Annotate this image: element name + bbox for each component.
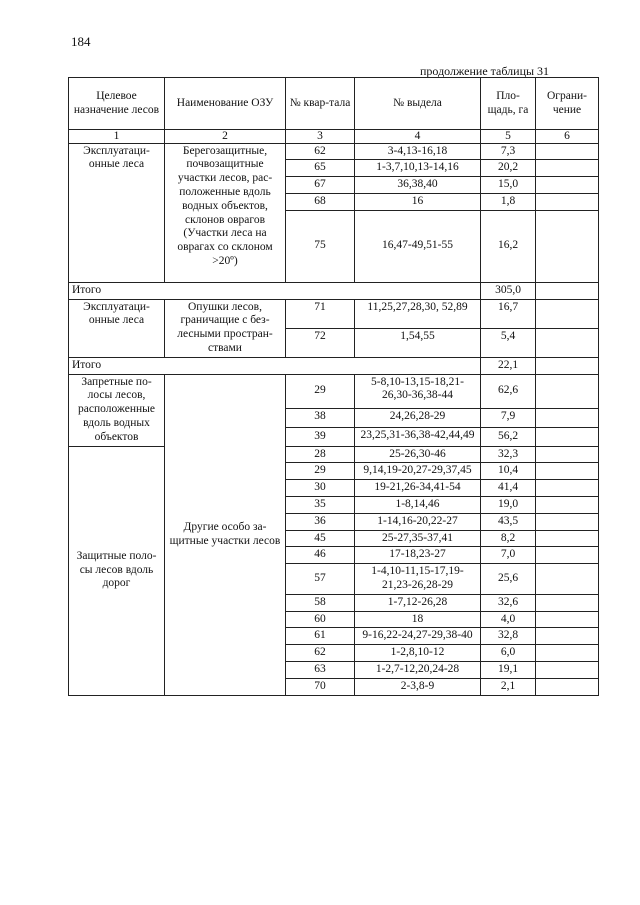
restriction-cell (536, 678, 599, 695)
area-cell: 20,2 (481, 160, 536, 177)
subtotal-area: 22,1 (481, 357, 536, 374)
plots-cell: 1-14,16-20,22-27 (355, 513, 481, 530)
ozu-cell: Берегозащитные, почвозащитные участки лесов, рас-положенные вдоль водных объектов, склонов оврагов (Участки леса на оврагах со склоном >20º) (165, 143, 286, 282)
restriction-cell (536, 661, 599, 678)
table-row (69, 299, 599, 328)
ozu-cell: Другие особо за-щитные участки лесов (165, 374, 286, 695)
ozu-table (68, 77, 599, 696)
plots-cell: 16 (355, 194, 481, 211)
area-cell: 41,4 (481, 480, 536, 497)
restriction-cell (536, 446, 599, 463)
quarter-cell: 75 (286, 210, 355, 282)
area-cell: 7,3 (481, 143, 536, 160)
quarter-cell: 67 (286, 177, 355, 194)
area-cell: 25,6 (481, 564, 536, 595)
area-cell: 7,9 (481, 408, 536, 427)
column-number: 3 (286, 130, 355, 144)
area-cell: 32,6 (481, 594, 536, 611)
table-row (69, 143, 599, 160)
quarter-cell: 46 (286, 547, 355, 564)
quarter-cell: 28 (286, 446, 355, 463)
plots-cell: 3-4,13-16,18 (355, 143, 481, 160)
quarter-cell: 35 (286, 496, 355, 513)
page-number: 184 (71, 34, 91, 49)
quarter-cell: 62 (286, 143, 355, 160)
header-purpose: Целевое назначение лесов (69, 78, 165, 130)
header-restriction: Ограни-чение (536, 78, 599, 130)
table-continuation-caption: продолжение таблицы 31 (420, 64, 550, 78)
area-cell: 1,8 (481, 194, 536, 211)
area-cell: 2,1 (481, 678, 536, 695)
area-cell: 19,1 (481, 661, 536, 678)
plots-cell: 1-7,12-26,28 (355, 594, 481, 611)
quarter-cell: 61 (286, 628, 355, 645)
area-cell: 8,2 (481, 530, 536, 547)
restriction-cell (536, 628, 599, 645)
column-number: 4 (355, 130, 481, 144)
plots-cell: 16,47-49,51-55 (355, 210, 481, 282)
plots-cell: 25-27,35-37,41 (355, 530, 481, 547)
plots-cell: 24,26,28-29 (355, 408, 481, 427)
header-quarter: № квар-тала (286, 78, 355, 130)
restriction-cell (536, 530, 599, 547)
plots-cell: 36,38,40 (355, 177, 481, 194)
plots-cell: 1,54,55 (355, 328, 481, 357)
plots-cell: 9,14,19-20,27-29,37,45 (355, 463, 481, 480)
area-cell: 56,2 (481, 427, 536, 446)
area-cell: 10,4 (481, 463, 536, 480)
quarter-cell: 30 (286, 480, 355, 497)
restriction-cell (536, 357, 599, 374)
area-cell: 7,0 (481, 547, 536, 564)
column-number-row (69, 130, 599, 144)
quarter-cell: 71 (286, 299, 355, 328)
area-cell: 15,0 (481, 177, 536, 194)
plots-cell: 5-8,10-13,15-18,21-26,30-36,38-44 (355, 374, 481, 408)
restriction-cell (536, 427, 599, 446)
table-row (69, 374, 599, 408)
plots-cell: 11,25,27,28,30, 52,89 (355, 299, 481, 328)
restriction-cell (536, 496, 599, 513)
restriction-cell (536, 177, 599, 194)
plots-cell: 19-21,26-34,41-54 (355, 480, 481, 497)
table-row (69, 446, 599, 463)
quarter-cell: 29 (286, 374, 355, 408)
restriction-cell (536, 408, 599, 427)
plots-cell: 1-2,7-12,20,24-28 (355, 661, 481, 678)
plots-cell: 1-8,14,46 (355, 496, 481, 513)
quarter-cell: 63 (286, 661, 355, 678)
restriction-cell (536, 594, 599, 611)
quarter-cell: 65 (286, 160, 355, 177)
header-area: Пло-щадь, га (481, 78, 536, 130)
plots-cell: 18 (355, 611, 481, 628)
area-cell: 32,8 (481, 628, 536, 645)
restriction-cell (536, 480, 599, 497)
restriction-cell (536, 299, 599, 328)
column-number: 2 (165, 130, 286, 144)
quarter-cell: 72 (286, 328, 355, 357)
plots-cell: 25-26,30-46 (355, 446, 481, 463)
quarter-cell: 39 (286, 427, 355, 446)
restriction-cell (536, 143, 599, 160)
restriction-cell (536, 513, 599, 530)
restriction-cell (536, 547, 599, 564)
purpose-cell: Запретные по-лосы лесов, расположенные вдоль водных объектов (69, 374, 165, 446)
plots-cell: 23,25,31-36,38-42,44,49 (355, 427, 481, 446)
plots-cell: 9-16,22-24,27-29,38-40 (355, 628, 481, 645)
quarter-cell: 45 (286, 530, 355, 547)
subtotal-row (69, 282, 599, 299)
purpose-cell: Защитные поло-сы лесов вдоль дорог (69, 446, 165, 695)
area-cell: 43,5 (481, 513, 536, 530)
purpose-cell: Эксплуатаци-онные леса (69, 299, 165, 357)
plots-cell: 1-2,8,10-12 (355, 645, 481, 662)
column-number: 6 (536, 130, 599, 144)
plots-cell: 17-18,23-27 (355, 547, 481, 564)
header-plot: № выдела (355, 78, 481, 130)
restriction-cell (536, 210, 599, 282)
quarter-cell: 29 (286, 463, 355, 480)
area-cell: 19,0 (481, 496, 536, 513)
quarter-cell: 58 (286, 594, 355, 611)
subtotal-row (69, 357, 599, 374)
area-cell: 62,6 (481, 374, 536, 408)
area-cell: 4,0 (481, 611, 536, 628)
column-number: 5 (481, 130, 536, 144)
area-cell: 6,0 (481, 645, 536, 662)
quarter-cell: 36 (286, 513, 355, 530)
restriction-cell (536, 328, 599, 357)
header-ozu-name: Наименование ОЗУ (165, 78, 286, 130)
quarter-cell: 38 (286, 408, 355, 427)
quarter-cell: 68 (286, 194, 355, 211)
quarter-cell: 70 (286, 678, 355, 695)
quarter-cell: 62 (286, 645, 355, 662)
plots-cell: 1-3,7,10,13-14,16 (355, 160, 481, 177)
restriction-cell (536, 463, 599, 480)
plots-cell: 1-4,10-11,15-17,19-21,23-26,28-29 (355, 564, 481, 595)
restriction-cell (536, 194, 599, 211)
restriction-cell (536, 282, 599, 299)
quarter-cell: 60 (286, 611, 355, 628)
purpose-cell: Эксплуатаци-онные леса (69, 143, 165, 282)
table-header-row (69, 78, 599, 130)
ozu-cell: Опушки лесов, граничащие с без-лесными простран-ствами (165, 299, 286, 357)
subtotal-area: 305,0 (481, 282, 536, 299)
quarter-cell: 57 (286, 564, 355, 595)
area-cell: 16,2 (481, 210, 536, 282)
restriction-cell (536, 160, 599, 177)
subtotal-label: Итого (69, 357, 481, 374)
plots-cell: 2-3,8-9 (355, 678, 481, 695)
restriction-cell (536, 564, 599, 595)
restriction-cell (536, 611, 599, 628)
column-number: 1 (69, 130, 165, 144)
subtotal-label: Итого (69, 282, 481, 299)
restriction-cell (536, 374, 599, 408)
restriction-cell (536, 645, 599, 662)
area-cell: 32,3 (481, 446, 536, 463)
area-cell: 16,7 (481, 299, 536, 328)
area-cell: 5,4 (481, 328, 536, 357)
